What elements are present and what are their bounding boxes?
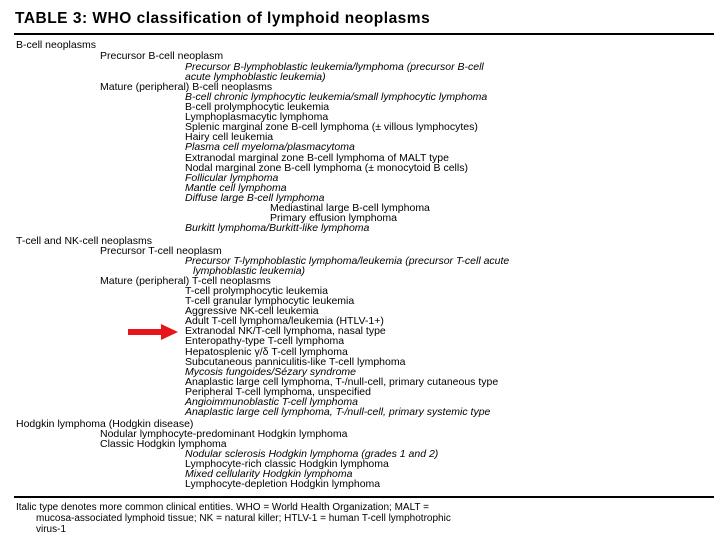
list-item: Plasma cell myeloma/plasmacytoma: [185, 141, 355, 154]
list-item: Mycosis fungoides/Sézary syndrome: [185, 365, 356, 378]
hodgkin-nodular: Nodular lymphocyte-predominant Hodgkin lymphoma: [100, 427, 348, 440]
hodgkin-heading: Hodgkin lymphoma (Hodgkin disease): [16, 417, 194, 430]
table-title: TABLE 3: WHO classification of lymphoid neoplasms: [15, 10, 431, 27]
list-item: Follicular lymphoma: [185, 171, 279, 184]
list-item: T-cell prolymphocytic leukemia: [185, 285, 328, 298]
b-cell-precursor-item-cont: acute lymphoblastic leukemia): [185, 71, 326, 84]
footnote-line-2: mucosa-associated lymphoid tissue; NK = natural killer; HTLV-1 = human T-cell lymphotrophic: [36, 513, 451, 524]
list-item: Aggressive NK-cell leukemia: [185, 305, 319, 318]
list-item: Diffuse large B-cell lymphoma: [185, 191, 325, 204]
list-item: T-cell granular lymphocytic leukemia: [185, 295, 355, 308]
list-item: Angioimmunoblastic T-cell lymphoma: [185, 395, 358, 408]
list-item: Mediastinal large B-cell lymphoma: [270, 201, 430, 214]
list-item: Hepatosplenic γ/δ T-cell lymphoma: [185, 345, 348, 358]
footnote-line-1: Italic type denotes more common clinical entities. WHO = World Health Organization; MALT =: [16, 502, 429, 513]
t-cell-precursor-heading: Precursor T-cell neoplasm: [100, 244, 222, 257]
footnote-line-3: virus-1: [36, 524, 67, 535]
list-item: Burkitt lymphoma/Burkitt-like lymphoma: [185, 222, 370, 234]
list-item: Mixed cellularity Hodgkin lymphoma: [185, 468, 353, 481]
list-item: Lymphocyte-depletion Hodgkin lymphoma: [185, 478, 381, 491]
list-item: Subcutaneous panniculitis-like T-cell lymphoma: [185, 355, 406, 368]
bottom-rule: [14, 496, 714, 498]
list-item: Adult T-cell lymphoma/leukemia (HTLV-1+): [185, 315, 384, 328]
list-item: Enteropathy-type T-cell lymphoma: [185, 335, 345, 348]
list-item: Extranodal NK/T-cell lymphoma, nasal type: [185, 325, 386, 338]
list-item: Anaplastic large cell lymphoma, T-/null-cell, primary cutaneous type: [185, 375, 499, 388]
t-cell-precursor-item-cont: lymphoblastic leukemia): [193, 265, 306, 277]
list-item: Nodal marginal zone B-cell lymphoma (± monocytoid B cells): [185, 161, 468, 174]
list-item: Mantle cell lymphoma: [185, 181, 287, 194]
hodgkin-classic: Classic Hodgkin lymphoma: [100, 437, 227, 450]
list-item: Anaplastic large cell lymphoma, T-/null-cell, primary systemic type: [185, 405, 491, 418]
t-cell-mature-heading: Mature (peripheral) T-cell neoplasms: [100, 275, 271, 288]
list-item: Nodular sclerosis Hodgkin lymphoma (grades 1 and 2): [185, 448, 439, 460]
list-item: Primary effusion lymphoma: [270, 211, 398, 224]
b-cell-heading: B-cell neoplasms: [16, 39, 96, 51]
t-cell-precursor-item: Precursor T-lymphoblastic lymphoma/leukemia (precursor T-cell acute: [185, 254, 510, 267]
list-item: B-cell prolymphocytic leukemia: [185, 101, 330, 114]
list-item: B-cell chronic lymphocytic leukemia/small lymphocytic lymphoma: [185, 91, 488, 104]
t-cell-heading: T-cell and NK-cell neoplasms: [16, 234, 152, 247]
top-rule: [14, 33, 714, 35]
list-item: Extranodal marginal zone B-cell lymphoma of MALT type: [185, 151, 449, 164]
list-item: Peripheral T-cell lymphoma, unspecified: [185, 385, 371, 398]
right-arrow-icon: [128, 324, 178, 340]
b-cell-precursor-heading: Precursor B-cell neoplasm: [100, 49, 224, 62]
b-cell-precursor-item: Precursor B-lymphoblastic leukemia/lymphoma (precursor B-cell: [185, 60, 484, 73]
list-item: Lymphocyte-rich classic Hodgkin lymphoma: [185, 458, 389, 471]
b-cell-mature-heading: Mature (peripheral) B-cell neoplasms: [100, 81, 273, 94]
list-item: Splenic marginal zone B-cell lymphoma (± villous lymphocytes): [185, 121, 478, 134]
list-item: Lymphoplasmacytic lymphoma: [185, 111, 329, 124]
list-item: Hairy cell leukemia: [185, 131, 274, 144]
